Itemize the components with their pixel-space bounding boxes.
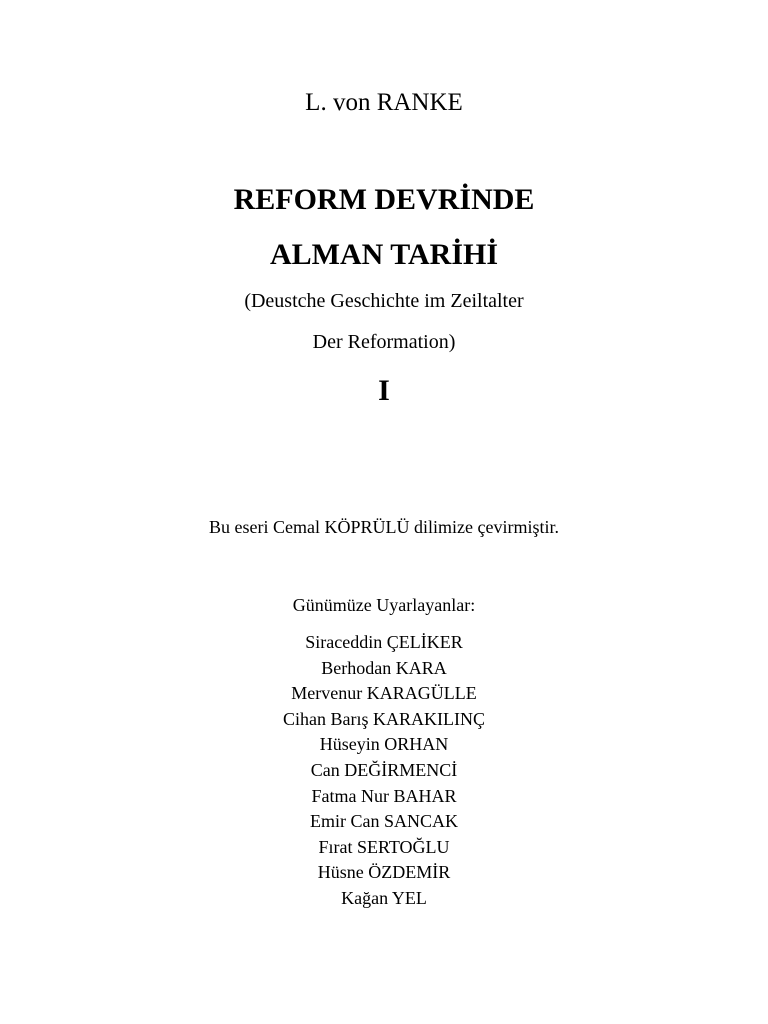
adapter-name: Fatma Nur BAHAR bbox=[311, 785, 457, 806]
adapter-name: Hüseyin ORHAN bbox=[319, 734, 449, 755]
adapter-name: Siraceddin ÇELİKER bbox=[305, 632, 463, 652]
book-title-line-2: ALMAN TARİHİ bbox=[269, 238, 499, 271]
original-title-line-2: Der Reformation) bbox=[312, 331, 456, 353]
author-name: L. von RANKE bbox=[305, 89, 463, 116]
adapter-name: Fırat SERTOĞLU bbox=[318, 836, 450, 857]
original-title-line-1: (Deustche Geschichte im Zeiltalter bbox=[244, 290, 524, 312]
adapter-name: Emir Can SANCAK bbox=[310, 811, 458, 832]
translator-note: Bu eseri Cemal KÖPRÜLÜ dilimize çevirmiştir. bbox=[209, 517, 559, 537]
adapter-name: Can DEĞİRMENCİ bbox=[310, 759, 458, 780]
adapter-name: Kağan YEL bbox=[341, 887, 427, 908]
adapter-name: Berhodan KARA bbox=[321, 657, 447, 678]
adapter-name: Cihan Barış KARAKILINÇ bbox=[283, 708, 485, 729]
adapter-name: Mervenur KARAGÜLLE bbox=[291, 683, 477, 704]
adapters-list bbox=[0, 630, 768, 912]
book-title-line-1: REFORM DEVRİNDE bbox=[233, 183, 535, 216]
adapter-name: Hüsne ÖZDEMİR bbox=[317, 862, 451, 883]
adapters-heading: Günümüze Uyarlayanlar: bbox=[292, 595, 476, 615]
volume-number: I bbox=[378, 374, 390, 407]
